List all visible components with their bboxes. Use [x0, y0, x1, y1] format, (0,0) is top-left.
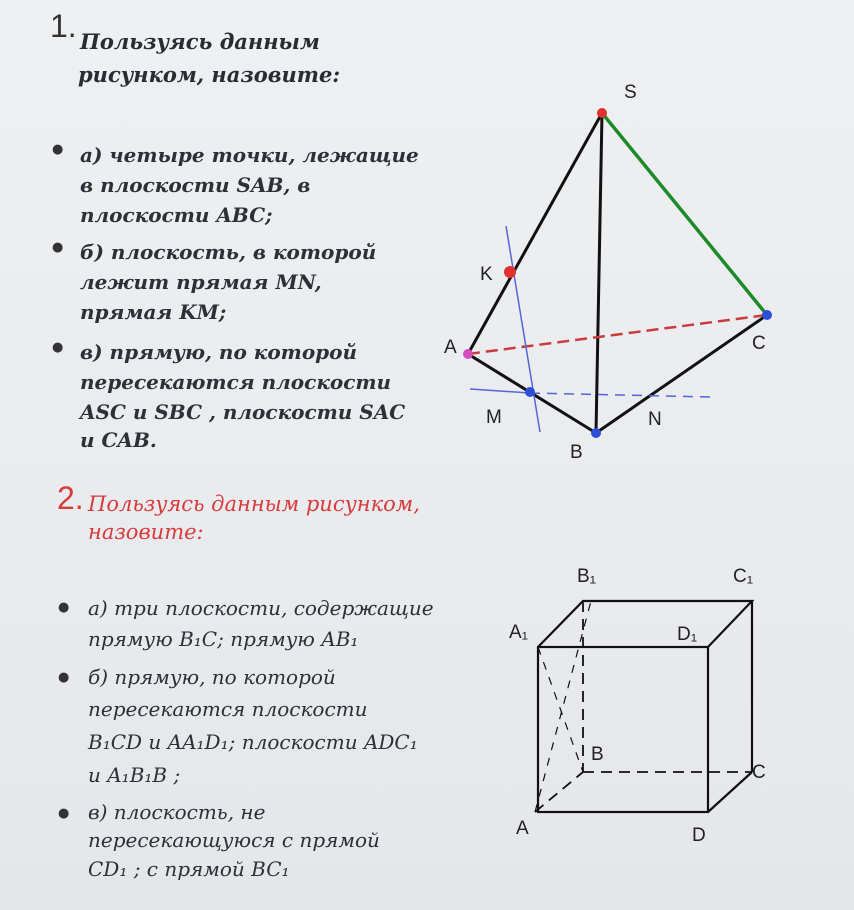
- label-C: C: [752, 333, 766, 354]
- task1-heading-line1: Пользуясь данным: [80, 29, 320, 54]
- line-MN-hidden: [530, 393, 712, 397]
- label-M: M: [486, 407, 502, 428]
- label-A: A: [444, 337, 457, 358]
- task1-item-c-line3: ASC и SBC , плоскости SAC: [80, 400, 406, 424]
- edge-AC-hidden: [468, 315, 767, 354]
- task2-item-c-line3: CD₁ ; с прямой BC₁: [88, 857, 290, 881]
- label-B1: B₁: [577, 566, 597, 587]
- label-N: N: [648, 409, 662, 430]
- diag-AB1-hidden: [535, 601, 591, 812]
- label-A: A: [516, 818, 529, 839]
- edge-CD: [708, 772, 752, 812]
- label-B: B: [570, 442, 583, 463]
- task2-number: 2.: [57, 480, 84, 516]
- bullet-icon: ●: [58, 670, 70, 685]
- task2-heading-line1: Пользуясь данным рисунком,: [88, 492, 420, 516]
- label-D: D: [692, 825, 706, 846]
- label-A1: A₁: [509, 622, 529, 643]
- task1-item-a-line3: плоскости ABC;: [80, 203, 273, 227]
- task1-item-c-line1: в) прямую, по которой: [80, 340, 358, 364]
- edge-SB: [596, 113, 602, 433]
- point-C: [762, 310, 772, 320]
- task1-item-c-line4: и CAB.: [80, 428, 157, 452]
- task1-item-a-line1: а) четыре точки, лежащие: [80, 143, 419, 167]
- task1-item-b-line3: прямая KM;: [80, 300, 227, 324]
- label-K: K: [480, 264, 493, 285]
- task2-item-b-line1: б) прямую, по которой: [88, 665, 336, 689]
- point-K: [504, 266, 516, 278]
- task1-item-b-line2: лежит прямая MN,: [80, 270, 322, 294]
- cube-figure: [535, 601, 752, 812]
- label-C1: C₁: [733, 566, 754, 587]
- label-C: C: [752, 762, 766, 783]
- bullet-icon: ●: [52, 240, 64, 255]
- label-B: B: [591, 744, 604, 765]
- task2-item-b-line2: пересекаются плоскости: [88, 697, 368, 721]
- face-top: [538, 601, 752, 647]
- bullet-icon: ●: [58, 600, 70, 615]
- point-M: [525, 387, 535, 397]
- point-S: [597, 108, 607, 118]
- edge-SC: [602, 113, 767, 315]
- task2-item-b-line4: и A₁B₁B ;: [88, 763, 181, 787]
- pyramid-figure: [463, 108, 772, 438]
- task1-number: 1.: [50, 8, 77, 44]
- task1-item-c-line2: пересекаются плоскости: [80, 370, 392, 394]
- task2-item-c-line2: пересекающуюся с прямой: [88, 828, 380, 852]
- point-B: [591, 428, 601, 438]
- bullet-icon: ●: [52, 142, 64, 157]
- bullet-icon: ●: [52, 340, 64, 355]
- line-MN: [470, 389, 530, 393]
- task1-item-b-line1: б) плоскость, в которой: [80, 240, 377, 264]
- edge-AB-hidden: [535, 772, 583, 812]
- task1-heading-line2: рисунком, назовите:: [78, 62, 341, 87]
- task2-item-b-line3: B₁CD и AA₁D₁; плоскости ADC₁: [88, 730, 418, 754]
- diag-A1B-hidden: [538, 647, 583, 772]
- task1-item-a-line2: в плоскости SAB, в: [80, 173, 311, 197]
- task2-heading-line2: назовите:: [88, 520, 204, 544]
- label-S: S: [624, 82, 637, 103]
- task2-item-a-line1: а) три плоскости, содержащие: [88, 596, 434, 620]
- edge-SA: [468, 113, 602, 354]
- point-A: [463, 349, 473, 359]
- task2-item-a-line2: прямую B₁C; прямую AB₁: [88, 627, 359, 651]
- task2-item-c-line1: в) плоскость, не: [88, 800, 266, 824]
- bullet-icon: ●: [58, 806, 70, 821]
- label-D1: D₁: [677, 624, 698, 645]
